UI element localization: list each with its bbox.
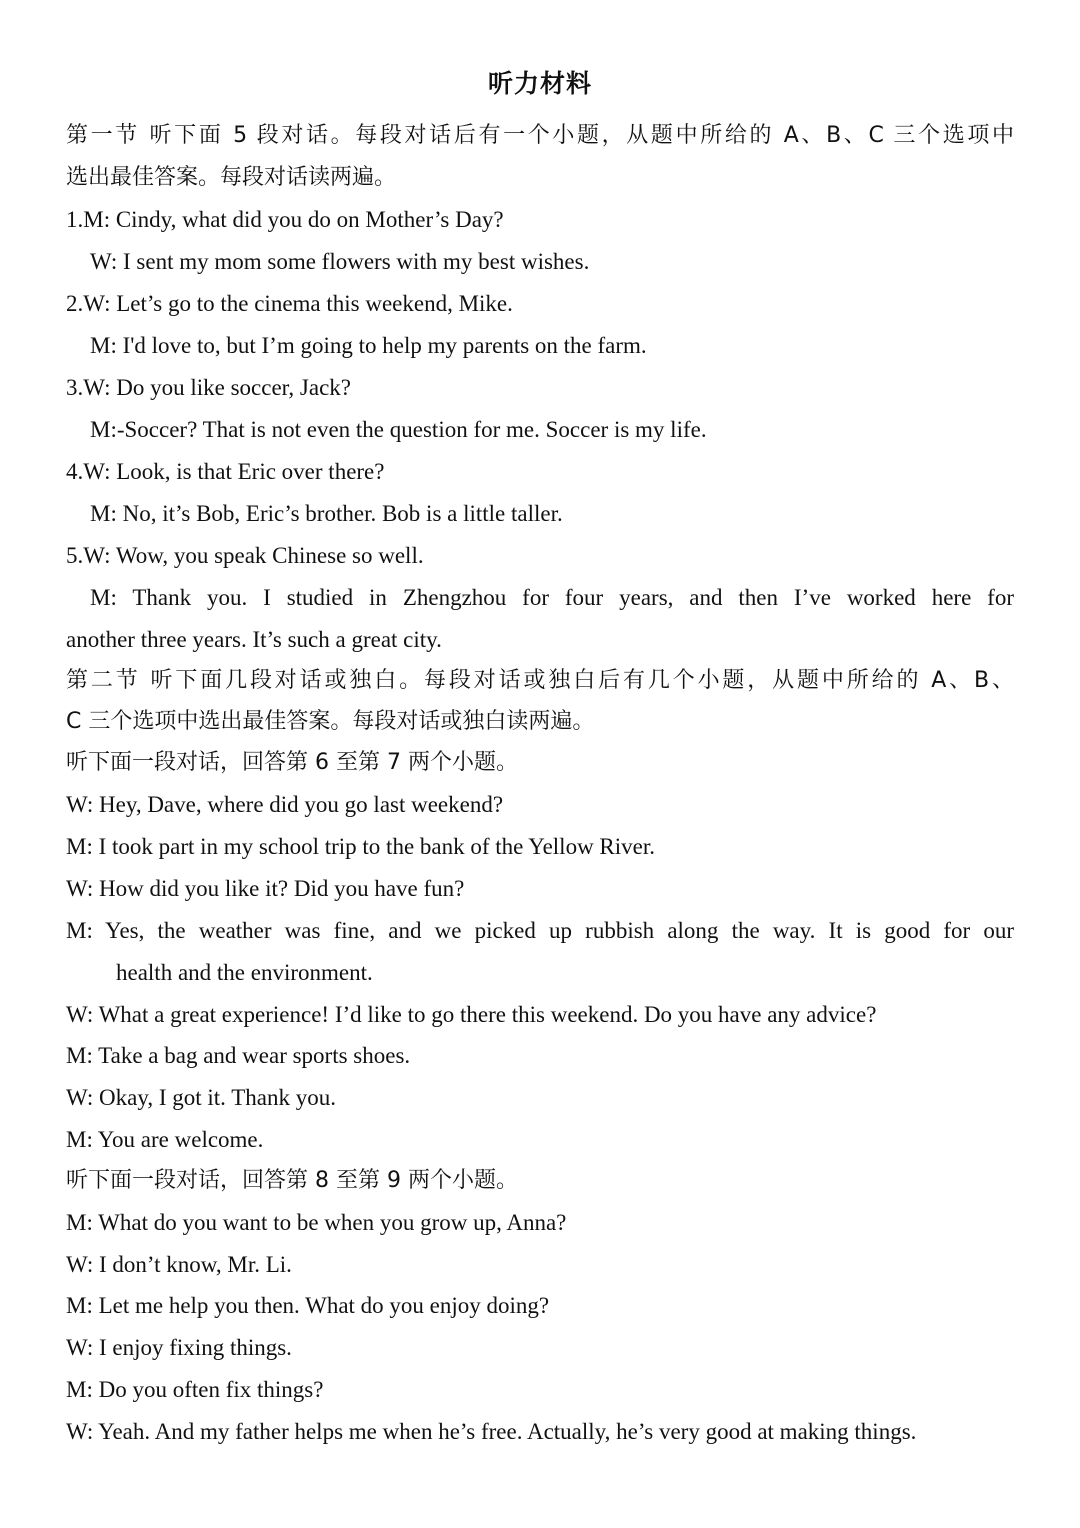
text-line: 听下面一段对话，回答第 8 至第 9 两个小题。: [66, 1168, 518, 1193]
text-line: W: I sent my mom some flowers with my best wishes.: [90, 249, 590, 274]
text-line: 第二节 听下面几段对话或独白。每段对话或独白后有几个小题，从题中所给的 A、B、: [66, 668, 1014, 693]
text-line: M: Thank you. I studied in Zhengzhou for four years, and then I’ve worked here for: [90, 585, 1014, 610]
text-line: 4.W: Look, is that Eric over there?: [66, 459, 385, 484]
text-line: M: You are welcome.: [66, 1127, 264, 1152]
text-line: M: No, it’s Bob, Eric’s brother. Bob is a little taller.: [90, 501, 563, 526]
text-line: 听下面一段对话，回答第 6 至第 7 两个小题。: [66, 750, 518, 775]
text-line: 第一节 听下面 5 段对话。每段对话后有一个小题，从题中所给的 A、B、C 三个选项中: [66, 123, 1014, 148]
text-line: another three years. It’s such a great city.: [66, 627, 442, 652]
text-line: M:-Soccer? That is not even the question for me. Soccer is my life.: [90, 417, 707, 442]
text-line: M: Do you often fix things?: [66, 1377, 324, 1402]
text-line: 5.W: Wow, you speak Chinese so well.: [66, 543, 424, 568]
text-line: W: I enjoy fixing things.: [66, 1335, 292, 1360]
text-line: C 三个选项中选出最佳答案。每段对话或独白读两遍。: [66, 709, 595, 734]
text-line: W: What a great experience! I’d like to go there this weekend. Do you have any advice?: [66, 1002, 877, 1027]
text-line: M: Let me help you then. What do you enjoy doing?: [66, 1293, 550, 1318]
text-line: M: I'd love to, but I’m going to help my parents on the farm.: [90, 333, 647, 358]
text-line: 1.M: Cindy, what did you do on Mother’s Day?: [66, 207, 504, 232]
page-title: 听力材料: [487, 69, 592, 98]
text-line: W: Hey, Dave, where did you go last weekend?: [66, 792, 504, 817]
text-line: W: How did you like it? Did you have fun?: [66, 876, 465, 901]
text-line: M: What do you want to be when you grow up, Anna?: [66, 1210, 567, 1235]
text-line: W: I don’t know, Mr. Li.: [66, 1252, 292, 1277]
text-line: M: Take a bag and wear sports shoes.: [66, 1043, 411, 1068]
text-line: 3.W: Do you like soccer, Jack?: [66, 375, 351, 400]
text-line: health and the environment.: [116, 960, 373, 985]
text-line: 选出最佳答案。每段对话读两遍。: [66, 165, 397, 190]
text-line: M: I took part in my school trip to the bank of the Yellow River.: [66, 834, 656, 859]
text-line: W: Yeah. And my father helps me when he’s free. Actually, he’s very good at making things.: [66, 1419, 917, 1444]
text-line: 2.W: Let’s go to the cinema this weekend, Mike.: [66, 291, 513, 316]
text-line: M: Yes, the weather was fine, and we picked up rubbish along the way. It is good for our: [66, 918, 1014, 943]
text-line: W: Okay, I got it. Thank you.: [66, 1085, 336, 1110]
